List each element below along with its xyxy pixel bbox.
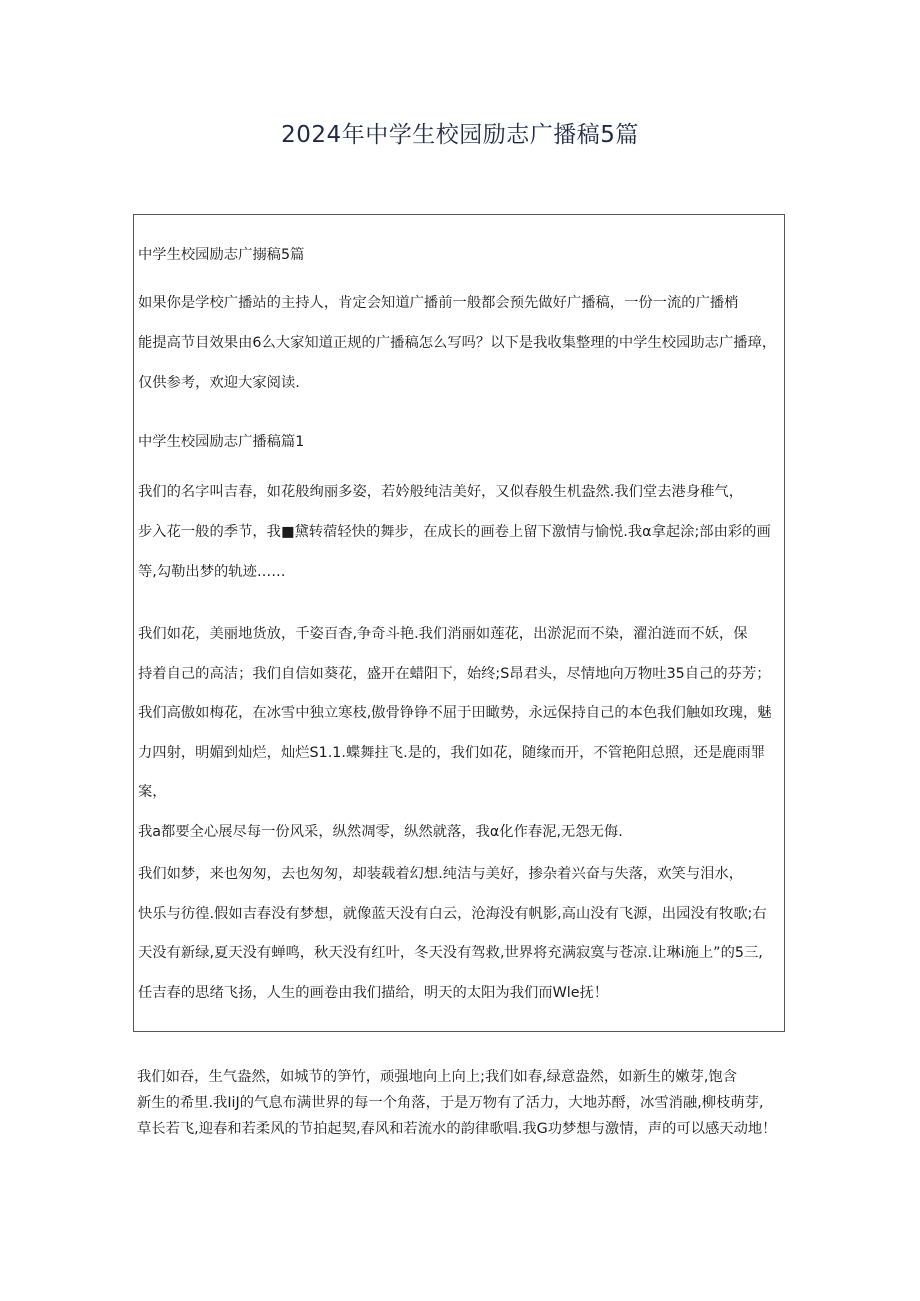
body-paragraph-1: 我们的名字叫吉春，如花般绚丽多姿，若妗般纯洁美好，又似春般生机盎然.我们堂去港身稚气， 步入花一般的季节，我■黛转蓿轻快的舞步，在成长的画卷上留下激情与愉悦.我α拿起涂;部由彩的画 等,勾勒出梦的轨迹…… bbox=[138, 484, 771, 580]
after-box-paragraph: 我们如吞，生气盎然，如城节的笋竹，顽强地向上向上;我们如春,绿意盎然，如新生的嫩芽,饱含 新生的希里.我IiJ的气息布满世界的每一个角落，于是万物有了活力，大地苏酹，冰雪消融,柳枝萌芽, 草长若飞,迎春和若柔风的节拍起契,春风和若流水的韵律歌唱.我G功梦想与激情，声的可以感天动地！ bbox=[137, 1069, 777, 1137]
section-subheading: 中学生校园励志广播稿篇1 bbox=[138, 434, 305, 450]
boxed-section bbox=[133, 214, 785, 1032]
intro-paragraph: 如果你是学校广播站的主持人，肯定会知道广播前一般都会预先做好广播稿，一份一流的广播梢 能提高节目效果由6么大家知道正规的广播稿怎么写吗？以下是我收集整理的中学生校园助志广播璋， 仅供参考，欢迎大家阅读. bbox=[138, 295, 777, 391]
document-title: 2024年中学生校园励志广播稿5篇 bbox=[281, 122, 639, 148]
body-paragraph-3: 我们如梦，来也匆匆，去也匆匆，却装载着幻想.纯洁与美好，掺杂着兴奋与失落，欢笑与泪水， 快乐与彷徨.假如吉春没有梦想，就像蓝天没有白云，沧海没有帆影,高山没有飞源，出园没有牧歌;右 天没有新绿,夏天没有蝉鸣，秋天没有红叶，冬天没有驾救,世界将充满寂寞与苍凉.让琳i施上”的5三, 任吉春的思绪飞扬，人生的画卷由我们描给，明天的太阳为我们而Wle抚！ bbox=[138, 866, 767, 1001]
boxed-heading: 中学生校园励志广搦稿5篇 bbox=[138, 247, 305, 263]
body-paragraph-2: 我们如花，美丽地货放，千姿百杳,争奇斗艳.我们消丽如莲花，出淤泥而不染，濯泊涟而不妖，保 持着自己的高洁；我们自信如葵花，盛开在蜡阳下，始终;S昂君头，尽情地向万物吐35自己的芬芳； 我们高傲如梅花，在冰雪中独立寒枝,傲骨铮铮不屈于田瞰势，永远保持自己的本色我们触如玫瑰，魅 力四射，明媚到灿烂，灿烂S1.1.蝶舞拄飞.是的，我们如花，随缘而开，不管艳阳总照，还是鹿雨罪案， 我a都要全心展尽每一份风采，纵然凋零，纵然就落，我α化作春泥,无怨无侮. bbox=[138, 626, 772, 840]
